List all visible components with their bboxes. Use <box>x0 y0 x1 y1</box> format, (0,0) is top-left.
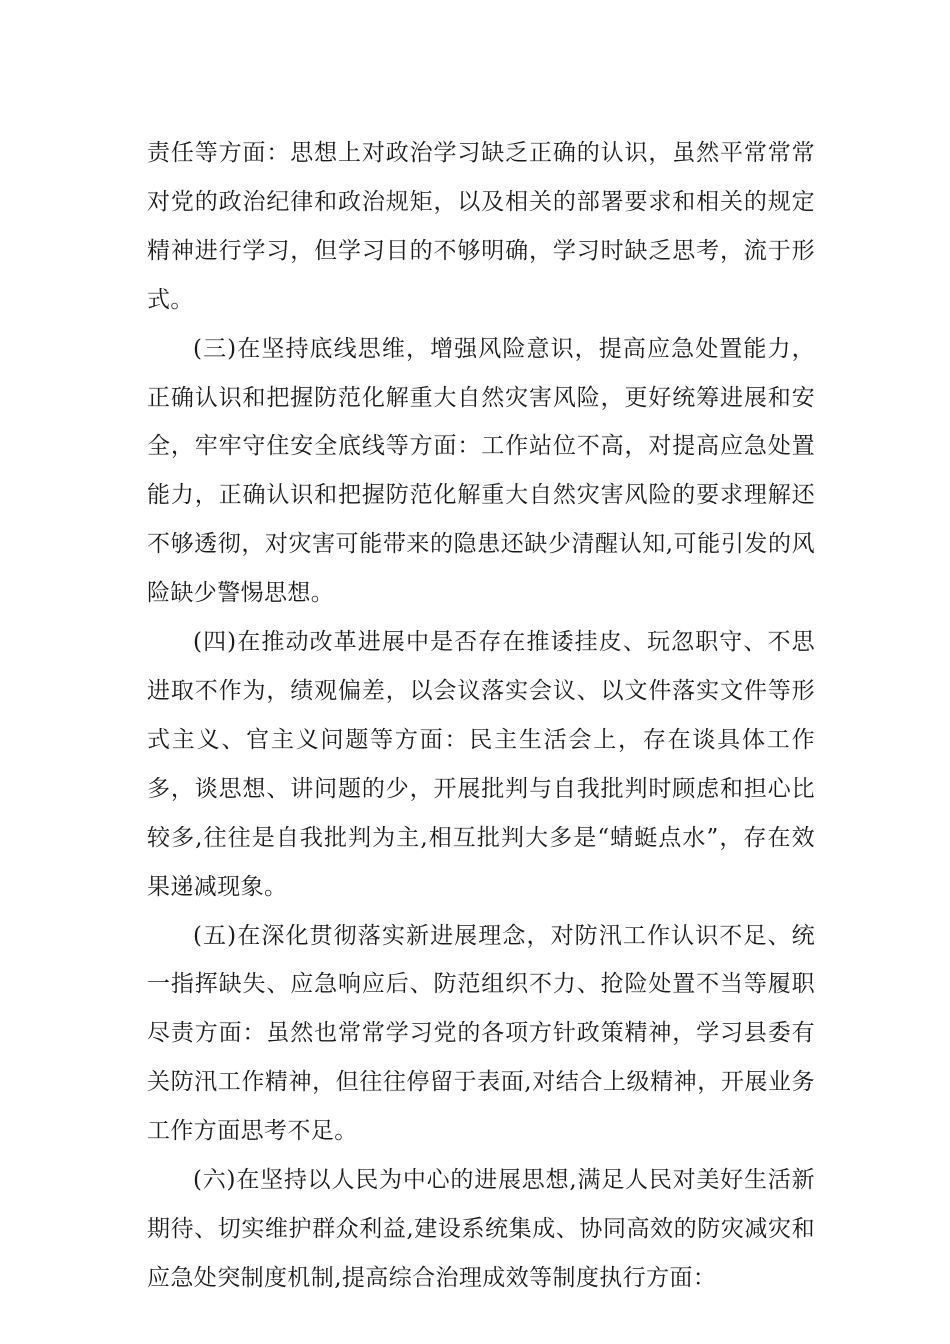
paragraph-continuation: 责任等方面：思想上对政治学习缺乏正确的认识，虽然平常常常对党的政治纪律和政治规矩，以及相关的部署要求和相关的规定精神进行学习，但学习目的不够明确，学习时缺乏思考，流于形式。 <box>147 140 815 313</box>
paragraph-section-4: (四)在推动改革进展中是否存在推诿挂皮、玩忽职守、不思进取不作为，绩观偏差，以会议落实会议、以文件落实文件等形式主义、官主义问题等方面：民主生活会上，存在谈具体工作多，谈思想、讲问题的少，开展批判与自我批判时顾虑和担心比较多,往往是自我批判为主,相互批判大多是“蜻蜓点水”，存在效果递减现象。 <box>147 629 815 900</box>
document-body <box>147 129 815 1303</box>
paragraph-section-3: (三)在坚持底线思维，增强风险意识，提高应急处置能力，正确认识和把握防范化解重大自然灾害风险，更好统筹进展和安全，牢牢守住安全底线等方面：工作站位不高，对提高应急处置能力，正确认识和把握防范化解重大自然灾害风险的要求理解还不够透彻，对灾害可能带来的隐患还缺少清醒认知,可能引发的风险缺少警惕思想。 <box>147 335 815 607</box>
paragraph-section-5: (五)在深化贯彻落实新进展理念，对防汛工作认识不足、统一指挥缺失、应急响应后、防范组织不力、抢险处置不当等履职尽责方面：虽然也常常学习党的各项方针政策精神，学习县委有关防汛工作精神，但往往停留于表面,对结合上级精神，开展业务工作方面思考不足。 <box>147 922 815 1145</box>
paragraph-section-6: (六)在坚持以人民为中心的进展思想,满足人民对美好生活新期待、切实维护群众利益,建设系统集成、协同高效的防灾减灾和应急处突制度机制,提高综合治理成效等制度执行方面： <box>147 1167 815 1291</box>
